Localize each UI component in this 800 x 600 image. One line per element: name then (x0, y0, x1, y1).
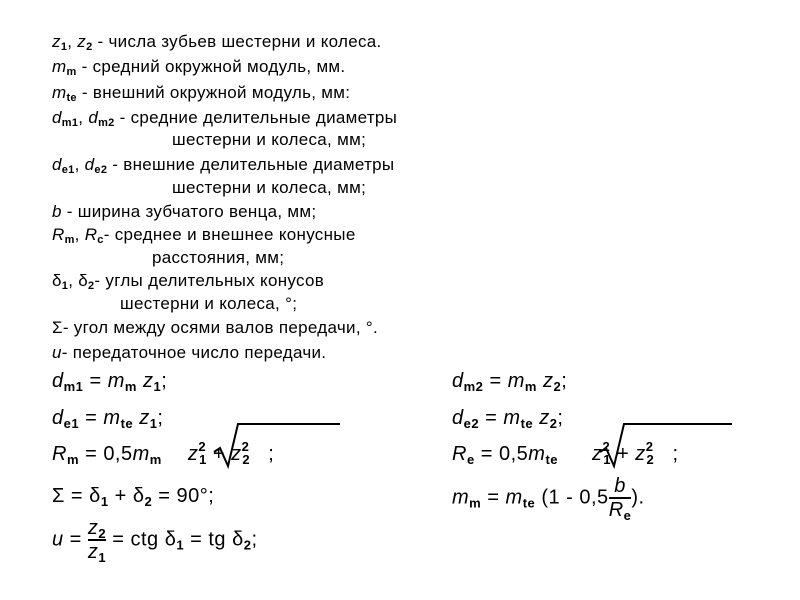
sub: m (124, 379, 137, 394)
var: δ (89, 485, 101, 507)
definition-r-cont (152, 248, 284, 268)
sup: 2 (198, 439, 207, 454)
definition-text: - среднее и внешнее конусные (103, 225, 356, 244)
var: z (592, 443, 603, 465)
equals: = (79, 443, 104, 465)
coefficient: 0,5 (498, 443, 529, 465)
var: u (52, 343, 62, 362)
var: δ (232, 528, 244, 551)
sub: e1 (61, 164, 75, 176)
var: d (84, 155, 95, 174)
sub: m2 (463, 379, 484, 394)
lhs: d (452, 407, 464, 429)
sub: 2 (242, 452, 251, 467)
sub: 2 (646, 452, 655, 467)
var: R (84, 225, 98, 244)
sub: m2 (98, 117, 115, 129)
sub: te (522, 495, 536, 511)
numerator (87, 517, 107, 541)
sub: te (545, 452, 559, 467)
var: z (87, 517, 99, 539)
sub: 2 (88, 280, 95, 292)
semicolon: ; (251, 528, 258, 551)
open-part: (1 - 0,5 (535, 486, 609, 509)
lhs: d (52, 407, 64, 429)
plus: + (611, 443, 636, 465)
var: m (507, 370, 525, 392)
var: z (52, 32, 61, 51)
sub: m1 (63, 379, 84, 394)
var: m (103, 407, 121, 429)
fraction-b-re (608, 475, 632, 523)
var: m (528, 443, 546, 465)
numerator: b (614, 475, 626, 497)
formula-de2 (452, 406, 563, 430)
var: δ (164, 528, 177, 551)
formula-mm (452, 475, 645, 523)
var: d (52, 155, 62, 174)
definition-sigma (52, 318, 378, 338)
lhs: R (52, 443, 67, 465)
fraction-z2-z1 (87, 517, 107, 565)
definition-text: - средние делительные диаметры (114, 108, 398, 127)
definition-mte (52, 83, 350, 103)
var: z (77, 32, 87, 51)
sep: , (74, 155, 85, 174)
definition-text: шестерни и колеса, °; (120, 294, 298, 313)
equals: = (83, 370, 108, 392)
denominator (608, 499, 632, 523)
sqrt-sign-re (598, 420, 734, 470)
sep: , (67, 32, 78, 51)
sub: e2 (94, 164, 108, 176)
sub: m (149, 452, 162, 467)
lhs: d (52, 370, 64, 392)
definition-u (52, 343, 326, 363)
var: m (52, 57, 67, 76)
definition-text: - передаточное число передачи. (61, 343, 327, 362)
denominator (87, 541, 107, 565)
sub: 2 (144, 494, 153, 509)
definition-text: - углы делительных конусов (94, 271, 325, 290)
definition-text: - числа зубьев шестерни и колеса. (92, 32, 382, 51)
equals: = (481, 486, 506, 509)
definition-dm (52, 108, 397, 128)
lhs: u (52, 528, 64, 551)
sub: 1 (199, 452, 207, 467)
var: m (132, 443, 150, 465)
sub: m1 (61, 117, 79, 129)
var: z (139, 407, 150, 429)
definition-text: - внешний окружной модуль, мм: (76, 83, 351, 102)
sub: 1 (149, 416, 158, 431)
var: b (52, 202, 62, 221)
sub: 1 (603, 452, 611, 467)
plus: + (206, 443, 232, 465)
var: R (608, 499, 624, 521)
sub: m (469, 495, 482, 511)
var: m (107, 370, 125, 392)
sqrt-sign-rm (212, 420, 342, 470)
semicolon: ; (157, 407, 164, 429)
semicolon: ; (161, 370, 168, 392)
sub: 1 (98, 550, 107, 565)
definition-text: шестерни и колеса, мм; (172, 130, 367, 149)
sub: 1 (100, 494, 109, 509)
equals: = (479, 407, 504, 429)
semicolon: ; (268, 443, 275, 465)
rest: = 90°; (152, 485, 215, 507)
equals: = (483, 370, 508, 392)
sub: te (66, 92, 77, 104)
lhs: m (452, 486, 470, 509)
equals: = (474, 443, 499, 465)
var: m (52, 83, 67, 102)
equals: = (64, 485, 90, 507)
sub: 2 (98, 526, 107, 541)
var: d (88, 108, 99, 127)
semicolon: ; (672, 443, 679, 465)
sub: e2 (463, 416, 480, 431)
definition-delta-cont (120, 294, 297, 314)
semicolon: ; (561, 370, 568, 392)
equals: = (63, 528, 88, 551)
coefficient: 0,5 (103, 443, 133, 465)
var: z (635, 443, 646, 465)
sub: te (120, 416, 134, 431)
sub: 1 (176, 537, 185, 553)
sub: e (623, 508, 632, 523)
sup: 2 (241, 439, 250, 454)
sub: m (66, 66, 77, 78)
var: δ (132, 485, 145, 507)
lhs: Σ (52, 485, 65, 507)
sep: , (78, 108, 89, 127)
sub: 1 (60, 41, 68, 53)
sub: e1 (63, 416, 80, 431)
sub: 2 (549, 416, 558, 431)
sub: te (520, 416, 534, 431)
sub: 2 (553, 379, 562, 394)
sep: , (68, 271, 79, 290)
close-part: ). (631, 486, 645, 509)
formula-de1 (52, 406, 163, 430)
tg-part: = tg (184, 528, 233, 551)
definition-dm-cont (172, 130, 366, 150)
definition-text: - угол между осями валов передачи, °. (62, 318, 379, 337)
var: m (505, 486, 523, 509)
formula-u (52, 517, 258, 565)
sub: 1 (61, 280, 69, 292)
sup: 2 (645, 439, 654, 454)
definition-b (52, 202, 316, 222)
var: δ (52, 271, 62, 290)
var: z (539, 407, 550, 429)
sub: 2 (243, 537, 252, 553)
definition-de-cont (172, 178, 366, 198)
definition-text: шестерни и колеса, мм; (172, 178, 367, 197)
ctg-part: = ctg (106, 528, 165, 551)
var: R (52, 225, 65, 244)
definition-text: - внешние делительные диаметры (107, 155, 395, 174)
plus: + (108, 485, 133, 507)
sup: 2 (602, 439, 611, 454)
formula-dm2 (452, 369, 567, 393)
sub: m (66, 452, 80, 467)
sub: m (64, 234, 75, 246)
formula-dm1 (52, 369, 167, 393)
lhs: d (452, 370, 464, 392)
var: d (52, 108, 62, 127)
sub: m (524, 379, 537, 394)
var: z (143, 370, 154, 392)
definition-text: - ширина зубчатого венца, мм; (61, 202, 317, 221)
formula-sigma (52, 484, 214, 508)
definition-z (52, 32, 382, 52)
var: m (503, 407, 521, 429)
var: z (231, 443, 242, 465)
definition-mm (52, 57, 345, 77)
var: Σ (52, 318, 63, 337)
definition-text: - средний окружной модуль, мм. (76, 57, 346, 76)
sub: 2 (86, 41, 93, 53)
definition-r (52, 225, 356, 245)
equals: = (79, 407, 104, 429)
sep: , (74, 225, 85, 244)
lhs: R (452, 443, 467, 465)
var: z (187, 443, 199, 465)
var: z (543, 370, 554, 392)
var: z (87, 541, 99, 563)
definition-text: расстояния, мм; (152, 248, 285, 267)
sub: 1 (153, 379, 162, 394)
sub: c (97, 234, 104, 246)
semicolon: ; (557, 407, 564, 429)
definition-de (52, 155, 394, 175)
sub: e (466, 452, 475, 467)
definition-delta (52, 271, 324, 291)
var: δ (78, 271, 88, 290)
